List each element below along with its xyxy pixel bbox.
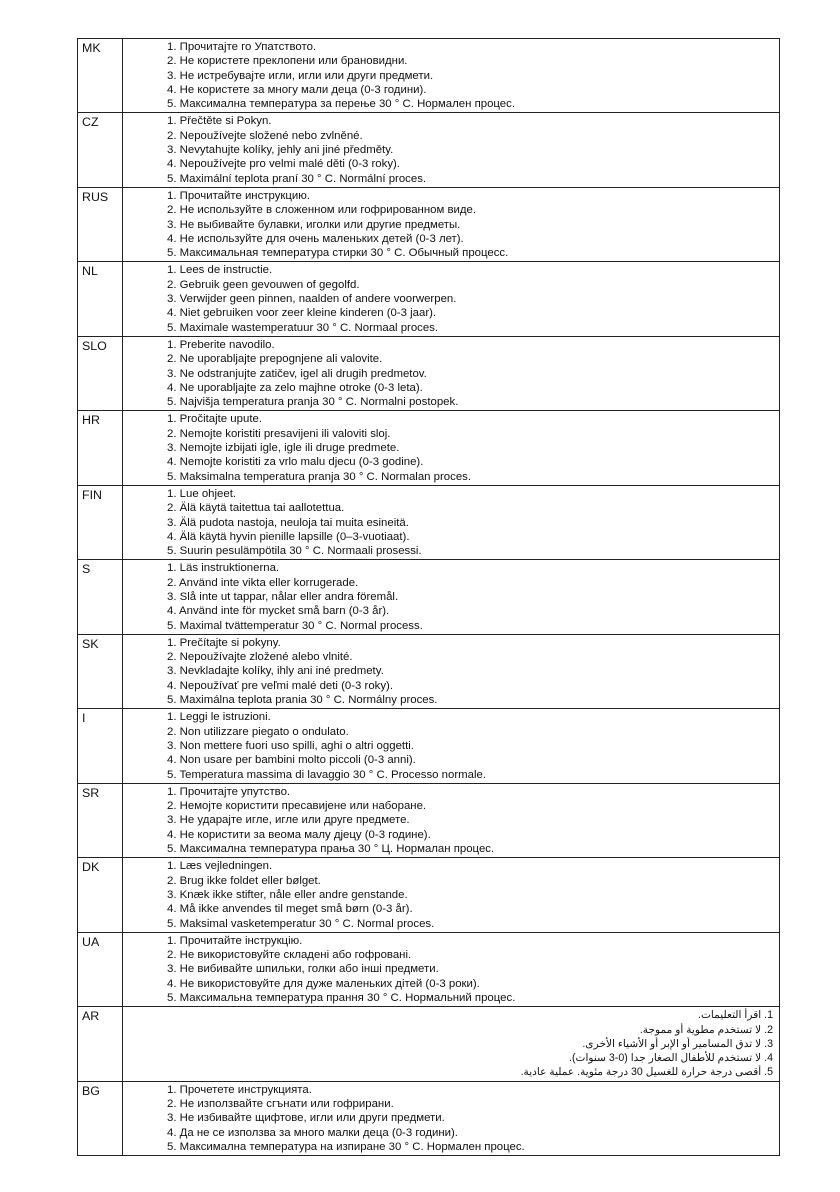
instruction-line: 1. Lue ohjeet. <box>167 487 237 500</box>
instruction-line: 1. Прочитајте упутство. <box>167 785 291 798</box>
instruction-line: 2. Gebruik geen gevouwen of gegolfd. <box>167 278 360 291</box>
instruction-line: 1. Прочитайте інструкцію. <box>167 934 303 947</box>
instruction-line: 1. Прочитајте го Упатството. <box>167 41 317 53</box>
instruction-line: 3. Nemojte izbijati igle, igle ili druge predmete. <box>167 442 400 455</box>
instruction-line: 1. Прочетете инструкцията. <box>167 1083 312 1096</box>
instruction-lines <box>123 39 780 113</box>
instruction-line: 3. Не выбивайте булавки, иголки или другие предметы. <box>167 218 461 231</box>
instruction-lines <box>123 485 780 559</box>
language-row <box>78 634 780 708</box>
language-code: CZ <box>78 113 123 187</box>
instruction-line: 5. Najvišja temperatura pranja 30 ° C. Normalni postopek. <box>167 396 459 409</box>
instruction-line: 3. Nevytahujte kolíky, jehly ani jiné předměty. <box>167 144 394 157</box>
instruction-table <box>77 38 780 1156</box>
instruction-line: 4. Använd inte för mycket små barn (0-3 år). <box>167 605 390 618</box>
instruction-lines <box>123 187 780 261</box>
language-row <box>78 709 780 783</box>
instruction-line: 5. Maksimalna temperatura pranja 30 ° C. Normalan proces. <box>167 470 472 483</box>
language-code: S <box>78 560 123 634</box>
language-code: DK <box>78 858 123 932</box>
instruction-lines <box>123 709 780 783</box>
instruction-line: 5. Temperatura massima di lavaggio 30 ° C. Processo normale. <box>167 768 486 781</box>
instruction-line: 4. Älä käytä hyvin pienille lapsille (0–3-vuotiaat). <box>167 530 410 543</box>
instruction-line: 3. Nevkladajte kolíky, ihly ani iné predmety. <box>167 665 384 678</box>
instruction-lines <box>123 262 780 336</box>
instruction-line: 3. Не истребувајте игли, игли или други предмети. <box>167 69 434 82</box>
instruction-lines <box>123 411 780 485</box>
instruction-line: 3. Не ударајте игле, игле или друге предмете. <box>167 814 410 827</box>
instruction-line: 1. Přečtěte si Pokyn. <box>167 115 272 128</box>
language-row <box>78 39 780 113</box>
instruction-line: 2. Använd inte vikta eller korrugerade. <box>167 576 359 589</box>
language-code: HR <box>78 411 123 485</box>
instruction-line: 4. Må ikke anvendes til meget små børn (0-3 år). <box>167 903 413 916</box>
instruction-line: 4. Да не се използва за много малки деца (0-3 години). <box>167 1126 458 1139</box>
instruction-line: 2. Brug ikke foldet eller bølget. <box>167 874 321 887</box>
language-row <box>78 1081 780 1155</box>
instruction-line: 1. Lees de instructie. <box>167 264 273 277</box>
instruction-line: 3. Не вибивайте шпильки, голки або інші предмети. <box>167 963 439 976</box>
instruction-line: 2. Nepoužívajte zložené alebo vlnité. <box>167 651 353 664</box>
instruction-line: 3. Slå inte ut tappar, nålar eller andra föremål. <box>167 590 399 603</box>
instruction-line: 3. Ne odstranjujte zatičev, igel ali drugih predmetov. <box>167 367 427 380</box>
instruction-line: 4. لا تستخدم للأطفال الصغار جدا (0-3 سنوات). <box>569 1052 773 1065</box>
instruction-line: 3. Verwijder geen pinnen, naalden of andere voorwerpen. <box>167 293 457 306</box>
instruction-line: 5. Maximální teplota praní 30 ° C. Normální proces. <box>167 172 427 185</box>
language-row <box>78 411 780 485</box>
instruction-lines <box>123 634 780 708</box>
instruction-line: 3. Не избивайте щифтове, игли или други предмети. <box>167 1112 445 1125</box>
instruction-lines <box>123 783 780 857</box>
instruction-line: 5. Максимална температура на изпиране 30 ° С. Нормален процес. <box>167 1140 525 1153</box>
language-code: RUS <box>78 187 123 261</box>
instruction-line: 5. أقصى درجة حرارة للغسيل 30 درجة مئوية. عملية عادية. <box>520 1066 773 1079</box>
language-row <box>78 858 780 932</box>
instruction-line: 2. Немојте користити пресавијене или набоpане. <box>167 800 427 813</box>
language-row <box>78 262 780 336</box>
instruction-lines <box>123 1081 780 1155</box>
instruction-line: 4. Nepoužívejte pro velmi malé děti (0-3 roky). <box>167 158 400 171</box>
language-row <box>78 783 780 857</box>
instruction-line: 5. Максимална температура прања 30 ° Ц. Нормалан процес. <box>167 843 495 856</box>
instruction-line: 4. Ne uporabljajte za zelo majhne otroke (0-3 leta). <box>167 381 423 394</box>
instruction-line: 5. Максимална температура за перење 30 ° С. Нормален процес. <box>167 98 515 111</box>
instruction-lines <box>123 560 780 634</box>
instruction-line: 1. Preberite navodilo. <box>167 338 275 351</box>
instruction-line: 4. Niet gebruiken voor zeer kleine kinderen (0-3 jaar). <box>167 307 437 320</box>
instruction-line: 5. Maximálna teplota prania 30 ° C. Normálny proces. <box>167 694 438 707</box>
language-code: SLO <box>78 336 123 410</box>
instruction-line: 2. Nepoužívejte složené nebo zvlněné. <box>167 129 363 142</box>
language-code: BG <box>78 1081 123 1155</box>
language-code: FIN <box>78 485 123 559</box>
language-code: SR <box>78 783 123 857</box>
instruction-table-body <box>78 39 780 1156</box>
language-row <box>78 560 780 634</box>
instruction-line: 5. Maksimal vasketemperatur 30 ° C. Normal proces. <box>167 917 435 930</box>
language-code: I <box>78 709 123 783</box>
instruction-line: 3. Knæk ikke stifter, nåle eller andre genstande. <box>167 888 408 901</box>
instruction-line: 1. Прочитайте инструкцию. <box>167 189 310 202</box>
instruction-line: 1. اقرأ التعليمات. <box>698 1009 773 1022</box>
instruction-lines <box>123 1007 780 1081</box>
instruction-line: 3. لا تدق المسامير أو الإبر أو الأشياء الأخرى. <box>582 1037 773 1050</box>
instruction-lines <box>123 858 780 932</box>
instruction-line: 5. Максимальная температура стирки 30 ° С. Обычный процесс. <box>167 247 509 260</box>
instruction-line: 5. Maximale wastemperatuur 30 ° C. Normaal proces. <box>167 321 439 334</box>
language-row <box>78 485 780 559</box>
instruction-line: 1. Leggi le istruzioni. <box>167 711 271 724</box>
instruction-line: 5. Maximal tvättemperatur 30 ° C. Normal process. <box>167 619 423 632</box>
instruction-line: 4. Не користити за веома малу дјецу (0-3 године). <box>167 828 431 841</box>
instruction-lines <box>123 336 780 410</box>
language-row <box>78 113 780 187</box>
instruction-line: 4. Nepoužívať pre veľmi malé deti (0-3 roky). <box>167 679 393 692</box>
instruction-line: 1. Läs instruktionerna. <box>167 562 280 575</box>
instruction-line: 1. Læs vejledningen. <box>167 860 273 873</box>
instruction-line: 2. Non utilizzare piegato o ondulato. <box>167 725 349 738</box>
instruction-line: 2. Älä käytä taitettua tai aallotettua. <box>167 502 345 515</box>
instruction-line: 2. Nemojte koristiti presavijeni ili valoviti sloj. <box>167 427 391 440</box>
instruction-line: 5. Максимальна температура прання 30 ° С. Нормальний процес. <box>167 992 516 1004</box>
instruction-line: 4. Не користете за многу мали деца (0-3 години). <box>167 83 427 96</box>
instruction-line: 2. Не використовуйте складені або гофровані. <box>167 949 412 962</box>
instruction-line: 2. Ne uporabljajte prepognjene ali valovite. <box>167 353 383 366</box>
instruction-line: 2. Не используйте в сложенном или гофрированном виде. <box>167 204 477 217</box>
instruction-line: 3. Älä pudota nastoja, neuloja tai muita esineitä. <box>167 516 409 529</box>
language-code: NL <box>78 262 123 336</box>
language-code: AR <box>78 1007 123 1081</box>
language-row <box>78 187 780 261</box>
instruction-line: 2. Не използвайте сгънати или гофрирани. <box>167 1098 394 1111</box>
instruction-line: 3. Non mettere fuori uso spilli, aghi o altri oggetti. <box>167 739 414 752</box>
instruction-line: 4. Не используйте для очень маленьких детей (0-3 лет). <box>167 232 464 245</box>
language-code: UA <box>78 932 123 1006</box>
instruction-line: 4. Не використовуйте для дуже маленьких дітей (0-3 роки). <box>167 977 480 990</box>
instruction-line: 1. Prečítajte si pokyny. <box>167 636 281 649</box>
language-code: SK <box>78 634 123 708</box>
instruction-line: 5. Suurin pesulämpötila 30 ° C. Normaali prosessi. <box>167 545 422 558</box>
language-code: MK <box>78 39 123 113</box>
instruction-lines <box>123 113 780 187</box>
language-row <box>78 932 780 1006</box>
language-row <box>78 336 780 410</box>
language-row <box>78 1007 780 1081</box>
instruction-line: 4. Non usare per bambini molto piccoli (0-3 anni). <box>167 754 416 767</box>
instruction-line: 1. Pročitajte upute. <box>167 413 262 426</box>
instruction-lines <box>123 932 780 1006</box>
instruction-line: 4. Nemojte koristiti za vrlo malu djecu (0-3 godine). <box>167 456 424 469</box>
instruction-line: 2. لا تستخدم مطوية أو مموجة. <box>639 1023 773 1036</box>
instruction-line: 2. Не користете преклопени или брановидни. <box>167 55 408 68</box>
